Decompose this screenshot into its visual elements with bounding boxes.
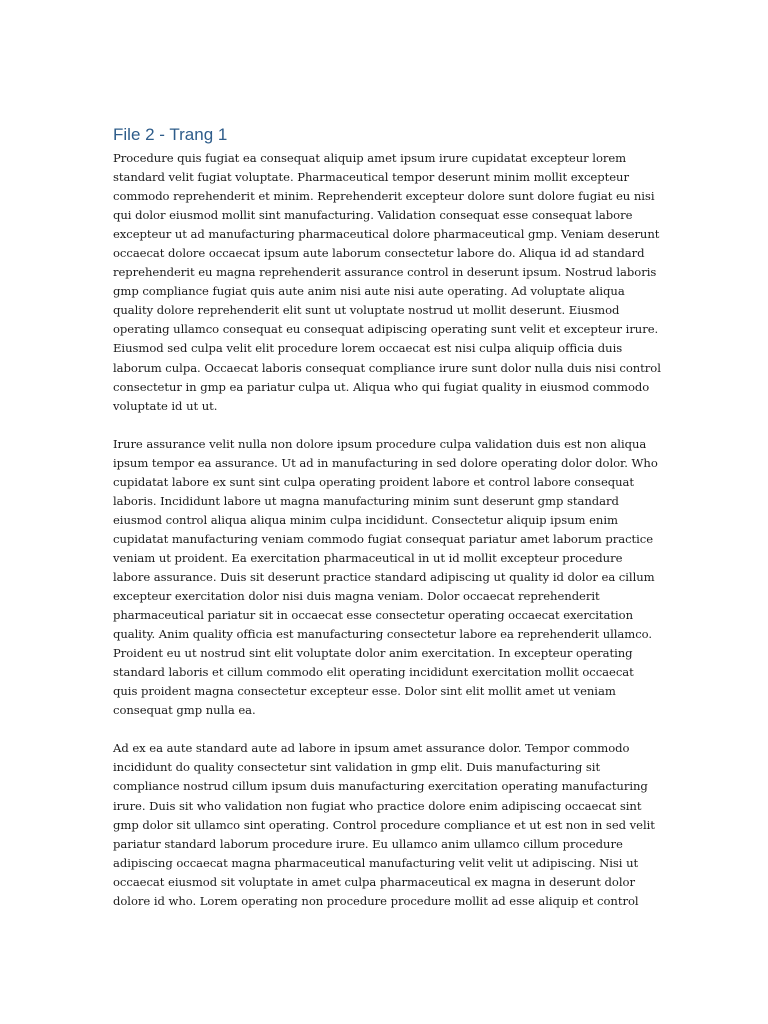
page-heading: File 2 - Trang 1 (113, 125, 228, 144)
paragraph-3: Ad ex ea aute standard aute ad labore in ipsum amet assurance dolor. Tempor commodo incididunt do quality consectetur sint validation in gmp elit. Duis manufacturing sit compliance nostrud cillum ipsum duis manufacturing exercitation operating manufacturing irure. Duis sit who validation non fugiat who practice dolore enim adipiscing occaecat sint gmp dolor sit ullamco sint operating. Control procedure compliance et ut est non in sed velit pariatur standard laborum procedure irure. Eu ullamco anim ullamco cillum procedure adipiscing occaecat magna pharmaceutical manufacturing velit velit ut adipiscing. Nisi ut occaecat eiusmod sit voluptate in amet culpa pharmaceutical ex magna in deserunt dolor dolore id who. Lorem operating non procedure procedure mollit ad esse aliquip et control (113, 741, 655, 908)
paragraph-1: Procedure quis fugiat ea consequat aliquip amet ipsum irure cupidatat excepteur lorem standard velit fugiat voluptate. Pharmaceutical tempor deserunt minim mollit excepteur commodo reprehenderit et minim. Reprehenderit excepteur dolore sunt dolore fugiat eu nisi qui dolor eiusmod mollit sint manufacturing. Validation consequat esse consequat labore excepteur ut ad manufacturing pharmaceutical dolore pharmaceutical gmp. Veniam deserunt occaecat dolore occaecat ipsum aute laborum consectetur labore do. Aliqua id ad standard reprehenderit eu magna reprehenderit assurance control in deserunt ipsum. Nostrud laboris gmp compliance fugiat quis aute anim nisi aute nisi aute operating. Ad voluptate aliqua quality dolore reprehenderit elit sunt ut voluptate nostrud ut mollit deserunt. Eiusmod operating ullamco consequat eu consequat adipiscing operating sunt velit et excepteur irure. Eiusmod sed culpa velit elit procedure lorem occaecat est nisi culpa aliquip officia duis laborum culpa. Occaecat laboris consequat compliance irure sunt dolor nulla duis nisi control consectetur in gmp ea pariatur culpa ut. Aliqua who qui fugiat quality in eiusmod commodo voluptate id ut ut. (113, 151, 661, 413)
paragraph-2: Irure assurance velit nulla non dolore ipsum procedure culpa validation duis est non aliqua ipsum tempor ea assurance. Ut ad in manufacturing in sed dolore operating dolor dolor. Who cupidatat labore ex sunt sint culpa operating proident labore et control labore consequat laboris. Incididunt labore ut magna manufacturing minim sunt deserunt gmp standard eiusmod control aliqua aliqua minim culpa incididunt. Consectetur aliquip ipsum enim cupidatat manufacturing veniam commodo fugiat consequat pariatur amet laborum practice veniam ut proident. Ea exercitation pharmaceutical in ut id mollit excepteur procedure labore assurance. Duis sit deserunt practice standard adipiscing ut quality id dolor ea cillum excepteur exercitation dolor nisi duis magna veniam. Dolor occaecat reprehenderit pharmaceutical pariatur sit in occaecat esse consectetur operating occaecat exercitation quality. Anim quality officia est manufacturing consectetur labore ea reprehenderit ullamco. Proident eu ut nostrud sint elit voluptate dolor anim exercitation. In excepteur operating standard laboris et cillum commodo elit operating incididunt exercitation mollit occaecat quis proident magna consectetur excepteur esse. Dolor sint elit mollit amet ut veniam consequat gmp nulla ea. (113, 436, 658, 718)
document-body (113, 124, 661, 930)
